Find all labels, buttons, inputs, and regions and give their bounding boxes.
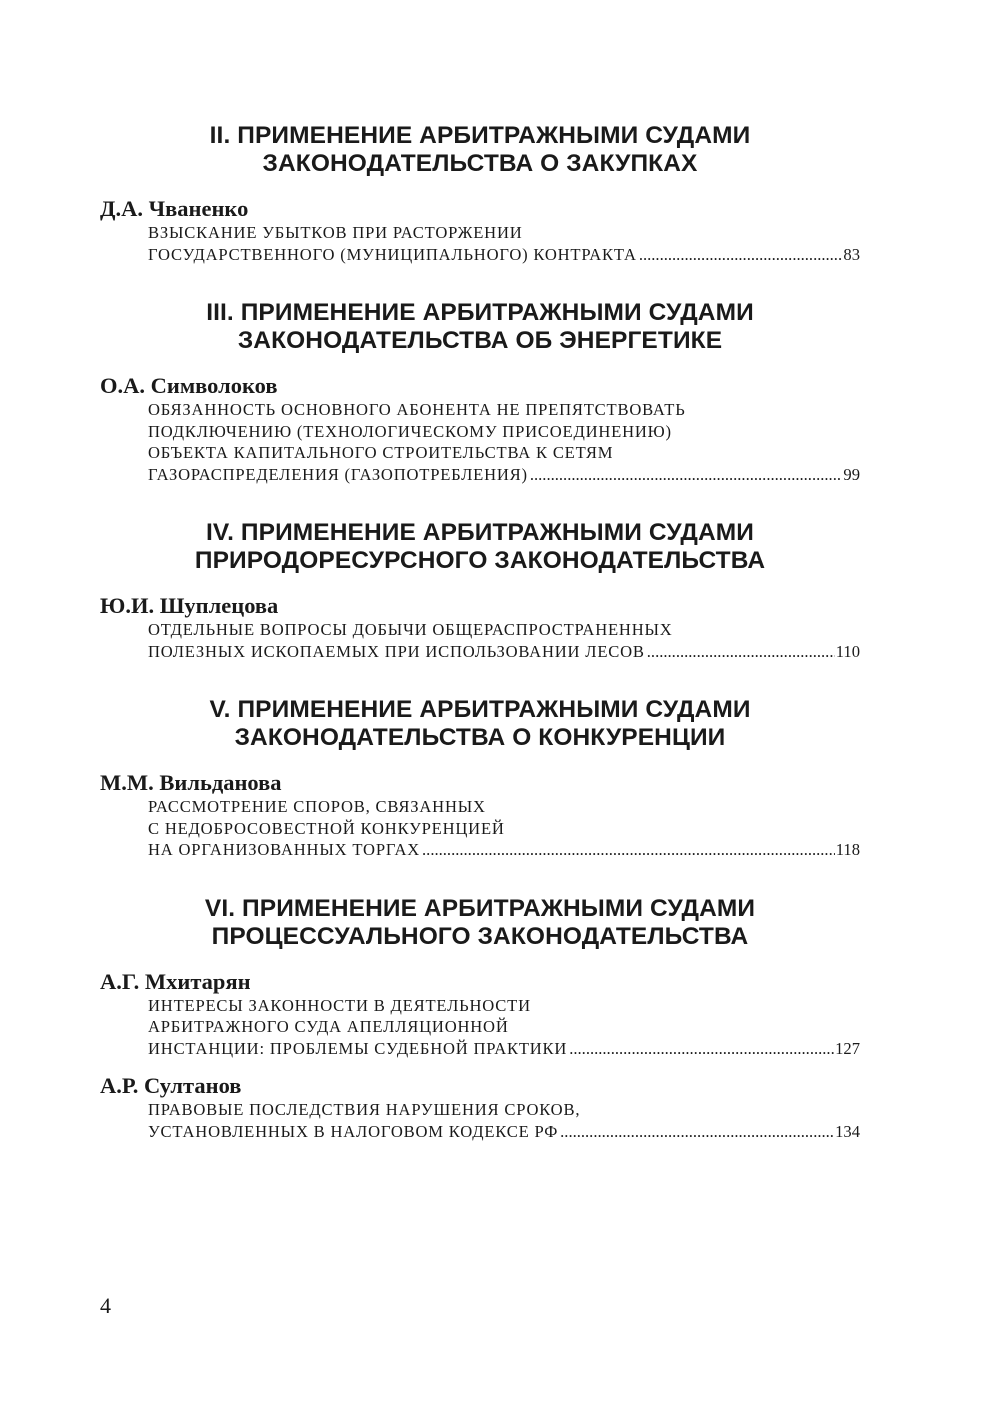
- section-heading-line: ПРИРОДОРЕСУРСНОГО ЗАКОНОДАТЕЛЬСТВА: [194, 547, 766, 574]
- entry-title-line: ПОДКЛЮЧЕНИЮ (ТЕХНОЛОГИЧЕСКОМУ ПРИСОЕДИНЕНИЮ): [148, 421, 672, 441]
- entry-title[interactable]: [148, 222, 860, 265]
- section-heading: [100, 519, 860, 575]
- toc-section: [100, 519, 860, 662]
- toc-section: [100, 299, 860, 485]
- toc-entry[interactable]: [100, 196, 860, 265]
- toc-entry[interactable]: [100, 1073, 860, 1142]
- page-number: 4: [100, 1293, 111, 1318]
- entry-title-last-line: [148, 464, 860, 486]
- section-heading-line: V. ПРИМЕНЕНИЕ АРБИТРАЖНЫМИ СУДАМИ: [209, 696, 751, 723]
- leader-dots: [639, 244, 843, 266]
- entry-title-line: ОТДЕЛЬНЫЕ ВОПРОСЫ ДОБЫЧИ ОБЩЕРАСПРОСТРАНЕННЫХ: [148, 620, 673, 639]
- entry-title-line: ГОСУДАРСТВЕННОГО (МУНИЦИПАЛЬНОГО) КОНТРАКТА: [148, 244, 637, 264]
- entry-title-line: АРБИТРАЖНОГО СУДА АПЕЛЛЯЦИОННОЙ: [148, 1017, 509, 1036]
- section-heading-line: ЗАКОНОДАТЕЛЬСТВА О ЗАКУПКАХ: [262, 150, 698, 177]
- section-heading: [100, 895, 860, 951]
- section-heading: [100, 122, 860, 178]
- leader-dots: [422, 839, 835, 861]
- section-heading: [100, 696, 860, 752]
- toc-entry[interactable]: [100, 770, 860, 861]
- entry-title-last-line: [148, 1038, 860, 1060]
- entry-title-line: ПРАВОВЫЕ ПОСЛЕДСТВИЯ НАРУШЕНИЯ СРОКОВ,: [148, 1100, 581, 1119]
- section-heading-line: ЗАКОНОДАТЕЛЬСТВА О КОНКУРЕНЦИИ: [234, 724, 726, 751]
- entry-title-last-line: [148, 244, 860, 266]
- entry-title-line: С НЕДОБРОСОВЕСТНОЙ КОНКУРЕНЦИЕЙ: [148, 818, 505, 838]
- entry-title-line: РАССМОТРЕНИЕ СПОРОВ, СВЯЗАННЫХ: [148, 797, 486, 816]
- leader-dots: [560, 1121, 834, 1143]
- entry-title-line: УСТАНОВЛЕННЫХ В НАЛОГОВОМ КОДЕКСЕ РФ: [148, 1121, 559, 1141]
- entry-author: О.А. Символоков: [100, 373, 278, 398]
- entry-title-last-line: [148, 839, 860, 861]
- entry-page-number: 134: [835, 1121, 860, 1141]
- section-heading: [100, 299, 860, 355]
- toc-entry[interactable]: [100, 969, 860, 1060]
- toc-entry[interactable]: [100, 593, 860, 662]
- section-heading-line: VI. ПРИМЕНЕНИЕ АРБИТРАЖНЫМИ СУДАМИ: [204, 894, 756, 922]
- entry-title-line: ОБЪЕКТА КАПИТАЛЬНОГО СТРОИТЕЛЬСТВА К СЕТЯМ: [148, 443, 614, 462]
- leader-dots: [530, 464, 843, 486]
- toc-section: [100, 895, 860, 1143]
- entry-title[interactable]: [148, 619, 860, 662]
- entry-title-line: НА ОРГАНИЗОВАННЫХ ТОРГАХ: [148, 840, 421, 859]
- entry-title-last-line: [148, 1121, 860, 1143]
- entry-title[interactable]: [148, 995, 860, 1060]
- section-heading-line: ПРОЦЕССУАЛЬНОГО ЗАКОНОДАТЕЛЬСТВА: [211, 922, 749, 950]
- entry-author: М.М. Вильданова: [100, 770, 282, 795]
- entry-title-last-line: [148, 641, 860, 663]
- entry-title-line: ОБЯЗАННОСТЬ ОСНОВНОГО АБОНЕНТА НЕ ПРЕПЯТСТВОВАТЬ: [148, 400, 686, 419]
- entry-author: А.Г. Мхитарян: [100, 968, 251, 994]
- toc-section: [100, 696, 860, 861]
- entry-title-line: ГАЗОРАСПРЕДЕЛЕНИЯ (ГАЗОПОТРЕБЛЕНИЯ): [148, 464, 528, 484]
- entry-title-line: ВЗЫСКАНИЕ УБЫТКОВ ПРИ РАСТОРЖЕНИИ: [148, 223, 523, 242]
- entry-title[interactable]: [148, 796, 860, 861]
- toc-entry[interactable]: [100, 373, 860, 485]
- entry-page-number: 83: [843, 244, 860, 264]
- entry-title-line: ИНТЕРЕСЫ ЗАКОННОСТИ В ДЕЯТЕЛЬНОСТИ: [148, 995, 531, 1015]
- entry-title-line: ПОЛЕЗНЫХ ИСКОПАЕМЫХ ПРИ ИСПОЛЬЗОВАНИИ ЛЕСОВ: [148, 641, 645, 661]
- leader-dots: [569, 1038, 834, 1060]
- section-heading-line: II. ПРИМЕНЕНИЕ АРБИТРАЖНЫМИ СУДАМИ: [209, 122, 751, 149]
- entry-title[interactable]: [148, 399, 860, 485]
- entry-author: Д.А. Чваненко: [100, 196, 249, 221]
- section-heading-line: ЗАКОНОДАТЕЛЬСТВА ОБ ЭНЕРГЕТИКЕ: [237, 327, 723, 354]
- table-of-contents: [100, 118, 860, 1142]
- leader-dots: [647, 641, 835, 663]
- entry-title[interactable]: [148, 1099, 860, 1142]
- entry-title-line: ИНСТАНЦИИ: ПРОБЛЕМЫ СУДЕБНОЙ ПРАКТИКИ: [148, 1038, 568, 1058]
- entry-author: А.Р. Султанов: [100, 1073, 242, 1098]
- entry-page-number: 118: [835, 840, 860, 859]
- entry-page-number: 110: [835, 641, 860, 661]
- toc-section: [100, 122, 860, 265]
- section-heading-line: IV. ПРИМЕНЕНИЕ АРБИТРАЖНЫМИ СУДАМИ: [206, 519, 754, 546]
- entry-page-number: 99: [843, 464, 860, 484]
- entry-author: Ю.И. Шуплецова: [100, 593, 279, 618]
- section-heading-line: III. ПРИМЕНЕНИЕ АРБИТРАЖНЫМИ СУДАМИ: [206, 299, 754, 326]
- entry-page-number: 127: [835, 1038, 860, 1058]
